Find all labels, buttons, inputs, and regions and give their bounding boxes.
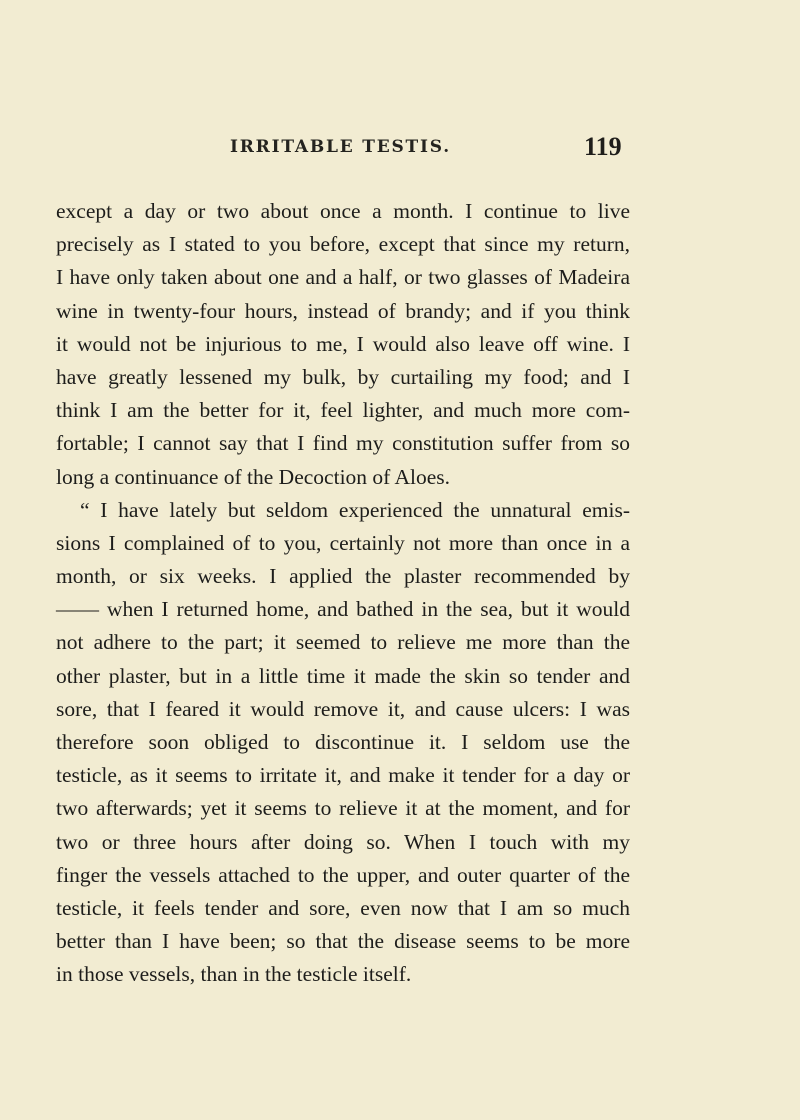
text-line: have greatly lessened my bulk, by curtailing my food; and I [56, 364, 630, 389]
text-line: sions I complained of to you, certainly not more than once in a [56, 530, 630, 555]
text-line: better than I have been; so that the disease seems to be more [56, 929, 630, 954]
page-header [0, 132, 800, 162]
text-line: it would not be injurious to me, I would also leave off wine. I [56, 331, 630, 356]
text-line: except a day or two about once a month. I continue to live [56, 199, 630, 223]
text-line: wine in twenty-four hours, instead of brandy; and if you think [56, 298, 630, 323]
body-text [56, 195, 630, 992]
text-line: two or three hours after doing so. When I touch with my [56, 829, 630, 854]
text-line: —— when I returned home, and bathed in the sea, but it would [56, 597, 630, 622]
running-head: IRRITABLE TESTIS. [230, 137, 451, 157]
text-line: fortable; I cannot say that I find my constitution suffer from so [56, 431, 630, 456]
paragraph-end-line: long a continuance of the Decoction of Aloes. [56, 464, 451, 489]
text-line: month, or six weeks. I applied the plaster recommended by [56, 564, 630, 589]
text-line: not adhere to the part; it seemed to relieve me more than the [56, 630, 630, 655]
text-line: other plaster, but in a little time it made the skin so tender and [56, 663, 630, 688]
text-line: therefore soon obliged to discontinue it. I seldom use the [56, 730, 630, 754]
text-line: think I am the better for it, feel lighter, and much more com- [56, 398, 630, 423]
text-line: testicle, as it seems to irritate it, and make it tender for a day or [56, 763, 630, 788]
text-line: sore, that I feared it would remove it, and cause ulcers: I was [56, 696, 630, 721]
text-line: testicle, it feels tender and sore, even now that I am so much [56, 895, 630, 920]
page-number: 119 [584, 132, 622, 161]
text-line: precisely as I stated to you before, except that since my return, [56, 232, 630, 257]
paragraph-end-line: in those vessels, than in the testicle itself. [56, 962, 412, 987]
text-line: finger the vessels attached to the upper, and outer quarter of the [56, 862, 630, 887]
text-line: two afterwards; yet it seems to relieve it at the moment, and for [56, 796, 630, 821]
text-line: “ I have lately but seldom experienced the unnatural emis- [80, 497, 630, 522]
text-line: I have only taken about one and a half, or two glasses of Madeira [56, 265, 630, 290]
